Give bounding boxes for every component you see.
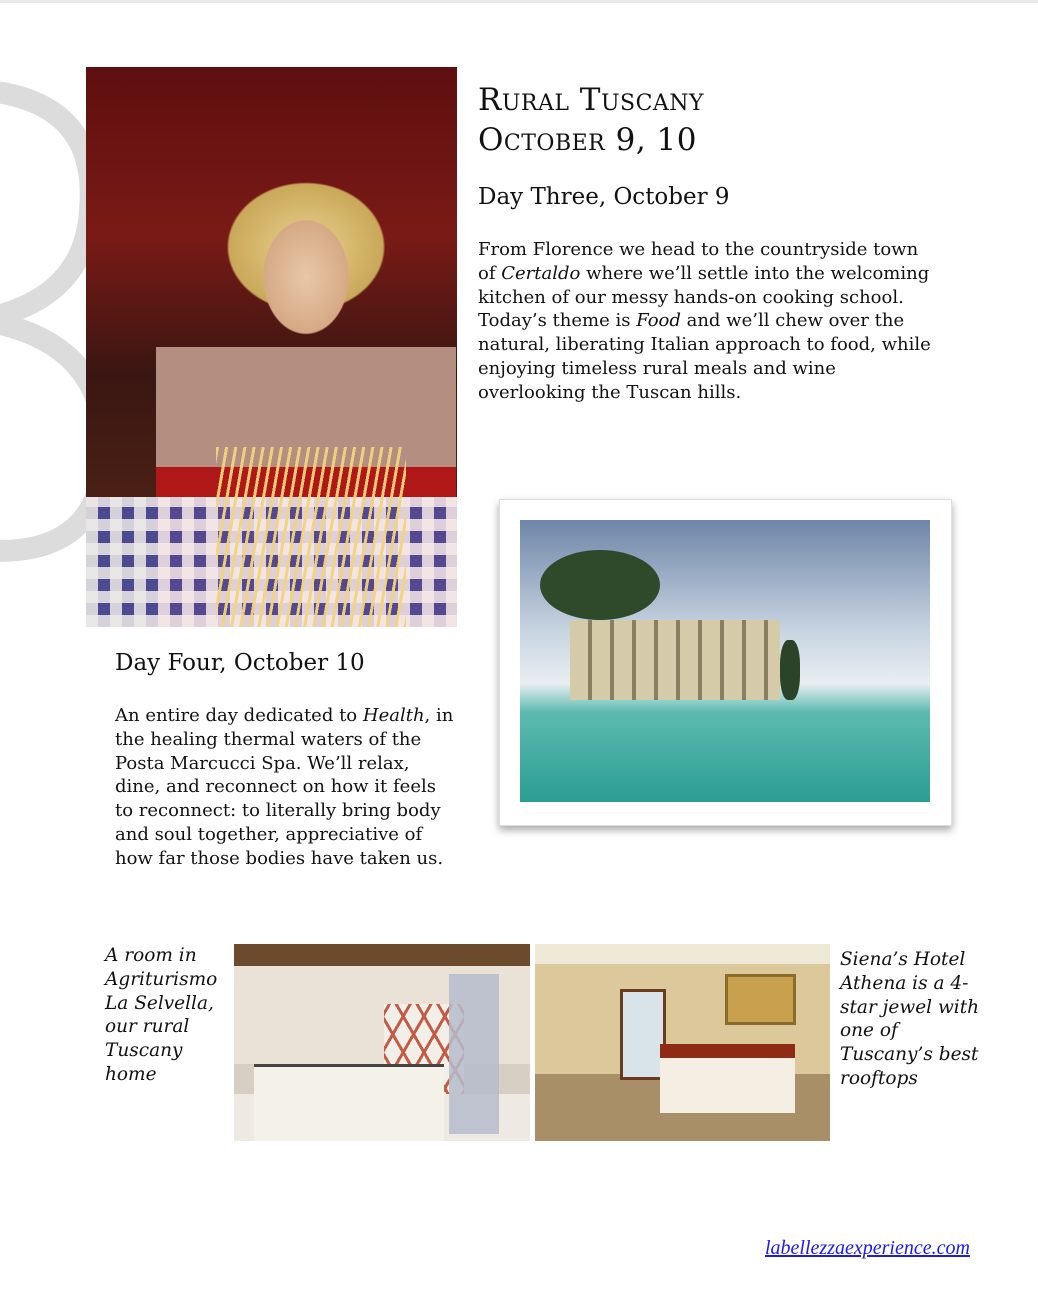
agriturismo-caption: A room in Agriturismo La Selvella, our rural Tuscany home bbox=[105, 945, 218, 1085]
day-four-text-part: An entire day dedicated to bbox=[115, 705, 363, 726]
day-three-heading: Day Three, October 9 bbox=[478, 184, 730, 210]
top-border bbox=[0, 0, 1038, 3]
title-line-1: Rural Tuscany bbox=[478, 82, 705, 118]
spa-photo-frame bbox=[499, 499, 952, 826]
agriturismo-room-photo bbox=[234, 944, 530, 1141]
food-emphasis: Food bbox=[636, 310, 681, 332]
title-line-2: October 9, 10 bbox=[478, 122, 697, 158]
bed bbox=[660, 1044, 795, 1113]
day-three-text-part: where we’ll settle into the welcoming kitchen of our messy hands-on cooking school. Today’s theme is bbox=[478, 262, 930, 332]
cypress-tree bbox=[780, 640, 800, 700]
health-emphasis: Health bbox=[362, 705, 425, 726]
curtain bbox=[449, 974, 499, 1134]
page-title bbox=[478, 80, 704, 160]
day-four-text-part: , in the healing thermal waters of the Posta Marcucci Spa. We’ll relax, dine, and reconnect on how it feels to reconnect: to literally bring body and soul together, appreciative of how far those bodies have taken us. bbox=[115, 705, 454, 869]
hotel-athena-room-photo bbox=[535, 944, 830, 1141]
pasta-strands bbox=[216, 447, 406, 627]
day-four-heading: Day Four, October 10 bbox=[115, 650, 365, 676]
thermal-spa-photo bbox=[520, 520, 930, 802]
day-three-text bbox=[478, 238, 938, 405]
day-three-text-part: From Florence we head to the countryside town of bbox=[478, 239, 919, 284]
day-four-text bbox=[115, 704, 455, 871]
day-three-text-part: and we’ll chew over the natural, liberating Italian approach to food, while enjoying timeless rural meals and wine overlooking the Tuscan hills. bbox=[478, 310, 931, 403]
pine-tree bbox=[540, 550, 660, 620]
website-link[interactable]: labellezzaexperience.com bbox=[765, 1237, 970, 1259]
pasta-making-photo bbox=[86, 67, 457, 627]
bed bbox=[254, 1064, 444, 1141]
spa-hotel-building bbox=[570, 620, 780, 700]
certaldo-emphasis: Certaldo bbox=[501, 262, 581, 284]
wall-painting bbox=[725, 974, 796, 1025]
hotel-athena-caption: Siena’s Hotel Athena is a 4-star jewel with one of Tuscany’s best rooftops bbox=[840, 949, 980, 1089]
